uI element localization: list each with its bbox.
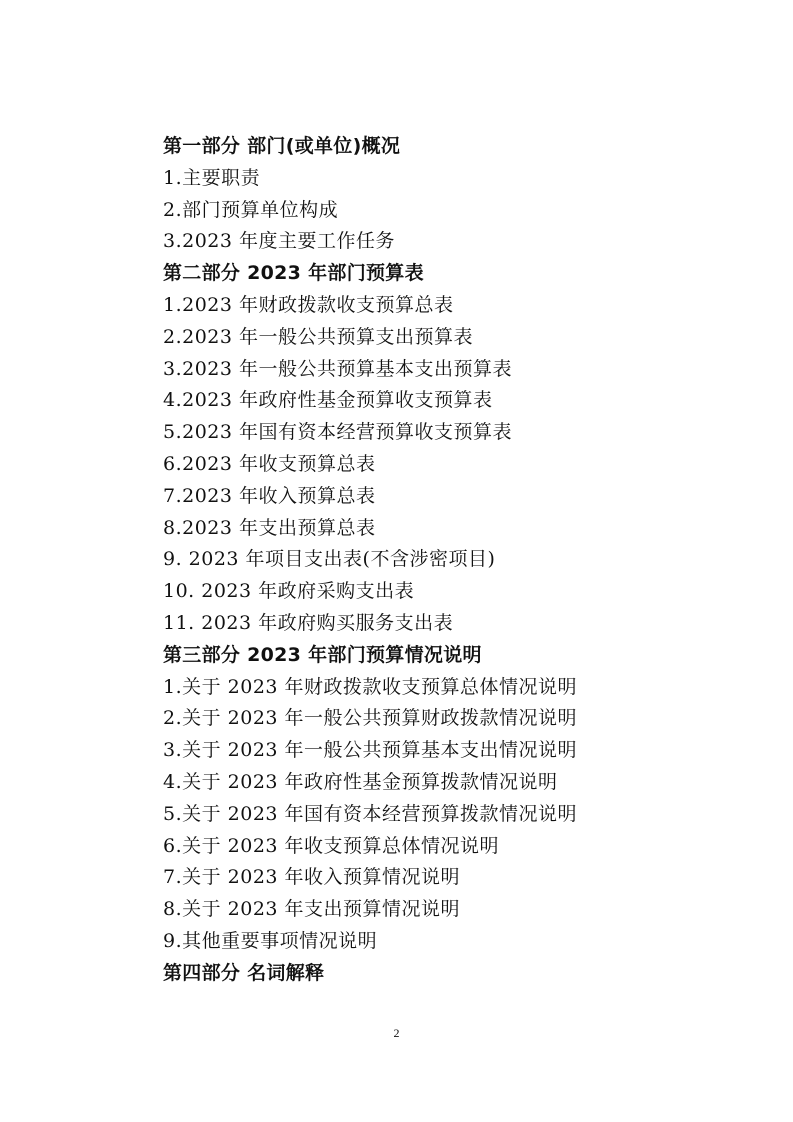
- toc-item: 11. 2023 年政府购买服务支出表: [163, 611, 454, 634]
- toc-item: 1.关于 2023 年财政拨款收支预算总体情况说明: [163, 675, 578, 698]
- section-heading-2: 第二部分 2023 年部门预算表: [163, 262, 424, 285]
- toc-item: 4.2023 年政府性基金预算收支预算表: [163, 389, 493, 412]
- toc-item: 3.关于 2023 年一般公共预算基本支出情况说明: [163, 739, 578, 762]
- toc-item: 6.2023 年收支预算总表: [163, 452, 376, 475]
- toc-item: 7.关于 2023 年收入预算情况说明: [163, 866, 461, 889]
- section-heading-3: 第三部分 2023 年部门预算情况说明: [163, 643, 482, 666]
- toc-item: 9. 2023 年项目支出表(不含涉密项目): [163, 548, 496, 571]
- toc-item: 1.2023 年财政拨款收支预算总表: [163, 293, 454, 316]
- table-of-contents: [163, 131, 763, 990]
- toc-item: 7.2023 年收入预算总表: [163, 484, 376, 507]
- toc-item: 9.其他重要事项情况说明: [163, 929, 378, 952]
- toc-item: 8.关于 2023 年支出预算情况说明: [163, 898, 461, 921]
- toc-item: 8.2023 年支出预算总表: [163, 516, 376, 539]
- toc-item: 5.2023 年国有资本经营预算收支预算表: [163, 421, 513, 444]
- toc-item: 2.关于 2023 年一般公共预算财政拨款情况说明: [163, 707, 578, 730]
- page-number: 2: [393, 1026, 400, 1040]
- section-heading-1: 第一部分 部门(或单位)概况: [163, 135, 401, 157]
- toc-item: 5.关于 2023 年国有资本经营预算拨款情况说明: [163, 802, 578, 825]
- toc-item: 4.关于 2023 年政府性基金预算拨款情况说明: [163, 770, 558, 793]
- toc-item: 3.2023 年度主要工作任务: [163, 230, 396, 253]
- toc-item: 2.部门预算单位构成: [163, 198, 339, 221]
- toc-item: 6.关于 2023 年收支预算总体情况说明: [163, 834, 500, 857]
- toc-item: 10. 2023 年政府采购支出表: [163, 580, 415, 603]
- toc-item: 2.2023 年一般公共预算支出预算表: [163, 325, 474, 348]
- section-heading-4: 第四部分 名词解释: [163, 961, 325, 984]
- toc-item: 3.2023 年一般公共预算基本支出预算表: [163, 357, 513, 380]
- toc-item: 1.主要职责: [163, 166, 261, 189]
